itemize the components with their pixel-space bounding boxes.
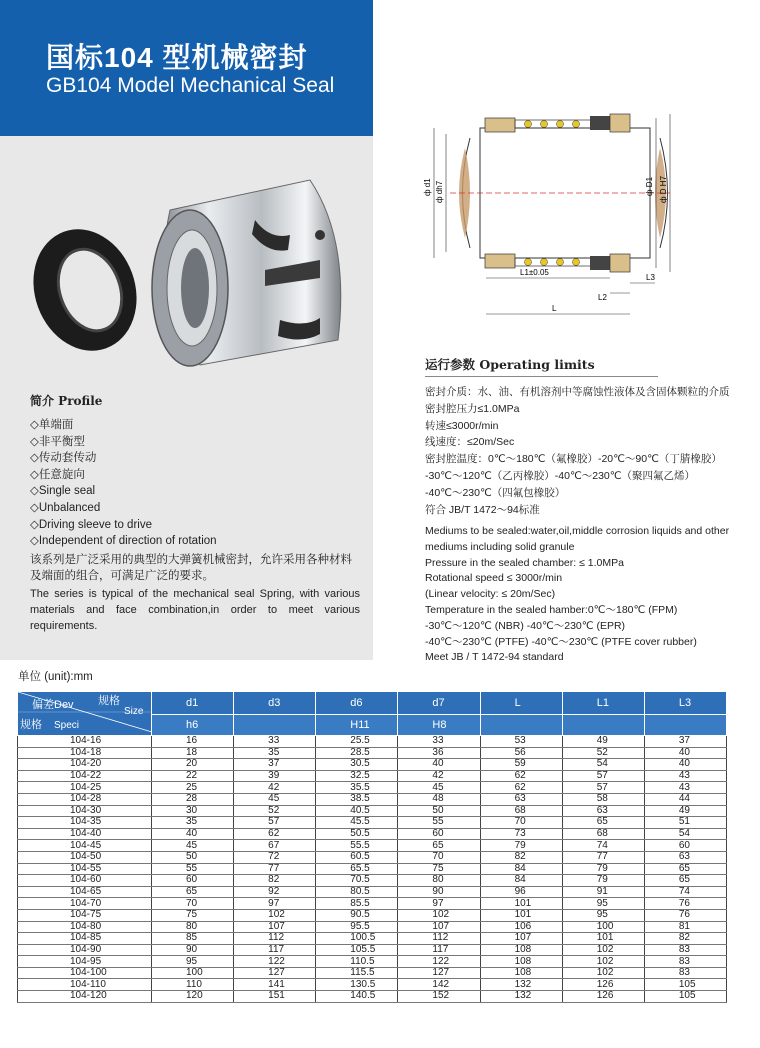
table-cell: 70 — [480, 817, 562, 829]
table-cell: 16 — [152, 736, 234, 748]
table-cell: 45 — [234, 793, 316, 805]
table-cell: 115.5 — [316, 967, 398, 979]
table-cell: 63 — [562, 805, 644, 817]
row-spec-cell: 104-75 — [18, 909, 152, 921]
table-cell: 54 — [562, 759, 644, 771]
table-cell: 42 — [398, 770, 480, 782]
operating-line-en: (Linear velocity: ≤ 20m/Sec) — [425, 588, 556, 601]
table-cell: 54 — [644, 828, 726, 840]
table-cell: 102 — [234, 909, 316, 921]
product-photo — [20, 150, 360, 380]
table-cell: 20 — [152, 759, 234, 771]
table-row — [18, 840, 727, 852]
table-cell: 30.5 — [316, 759, 398, 771]
row-spec-cell: 104-65 — [18, 886, 152, 898]
table-cell: 132 — [480, 991, 562, 1003]
table-cell: 96 — [480, 886, 562, 898]
label-L1: L1±0.05 — [520, 268, 549, 277]
table-cell: 85 — [152, 933, 234, 945]
row-spec-cell: 104-55 — [18, 863, 152, 875]
table-cell: 120 — [152, 991, 234, 1003]
table-cell: 75 — [152, 909, 234, 921]
tolerance-cell — [644, 715, 726, 736]
table-cell: 102 — [562, 944, 644, 956]
table-cell: 33 — [398, 736, 480, 748]
table-cell: 90 — [152, 944, 234, 956]
table-cell: 117 — [234, 944, 316, 956]
table-cell: 100 — [562, 921, 644, 933]
table-cell: 126 — [562, 979, 644, 991]
table-cell: 28.5 — [316, 747, 398, 759]
table-cell: 40.5 — [316, 805, 398, 817]
table-cell: 62 — [480, 782, 562, 794]
table-cell: 82 — [644, 933, 726, 945]
table-cell: 35 — [152, 817, 234, 829]
header-banner — [0, 0, 373, 136]
corner-size-cn: 规格 — [98, 695, 120, 707]
table-cell: 95.5 — [316, 921, 398, 933]
table-row — [18, 736, 727, 748]
table-cell: 126 — [562, 991, 644, 1003]
row-spec-cell: 104-22 — [18, 770, 152, 782]
operating-line-cn: 符合 JB/T 1472～94标准 — [425, 503, 540, 516]
profile-item: ◇单端面 — [30, 419, 74, 431]
table-cell: 140.5 — [316, 991, 398, 1003]
table-row — [18, 817, 727, 829]
table-cell: 68 — [562, 828, 644, 840]
table-cell: 45 — [398, 782, 480, 794]
table-cell: 44 — [644, 793, 726, 805]
table-cell: 95 — [562, 898, 644, 910]
table-cell: 74 — [644, 886, 726, 898]
table-cell: 65.5 — [316, 863, 398, 875]
table-cell: 83 — [644, 944, 726, 956]
table-cell: 74 — [562, 840, 644, 852]
label-L: L — [552, 304, 557, 313]
title-english: GB104 Model Mechanical Seal — [46, 74, 335, 97]
corner-spec-cn: 规格 — [20, 719, 42, 731]
tolerance-cell: H11 — [316, 715, 398, 736]
table-cell: 60 — [398, 828, 480, 840]
table-cell: 51 — [644, 817, 726, 829]
row-spec-cell: 104-18 — [18, 747, 152, 759]
table-body — [18, 736, 727, 1003]
operating-line-en: Rotational speed ≤ 3000r/min — [425, 572, 563, 585]
table-cell: 50 — [152, 851, 234, 863]
table-row — [18, 979, 727, 991]
table-row — [18, 782, 727, 794]
table-cell: 67 — [234, 840, 316, 852]
table-cell: 43 — [644, 782, 726, 794]
row-spec-cell: 104-60 — [18, 875, 152, 887]
table-cell: 45.5 — [316, 817, 398, 829]
table-cell: 55.5 — [316, 840, 398, 852]
table-cell: 75 — [398, 863, 480, 875]
row-spec-cell: 104-16 — [18, 736, 152, 748]
row-spec-cell: 104-90 — [18, 944, 152, 956]
table-cell: 45 — [152, 840, 234, 852]
table-cell: 91 — [562, 886, 644, 898]
table-cell: 100 — [152, 967, 234, 979]
operating-line-cn: -40℃～230℃（四氟包橡胶） — [425, 486, 566, 499]
table-cell: 28 — [152, 793, 234, 805]
table-cell: 48 — [398, 793, 480, 805]
profile-description-en: The series is typical of the mechanical seal Spring, with various materials and face combination,in order to meet various requirements. — [30, 588, 360, 632]
table-header-row — [18, 692, 727, 715]
table-cell: 35 — [234, 747, 316, 759]
operating-line-cn: 密封腔温度：0℃～180℃（氟橡胶）-20℃～90℃（丁腈橡胶） — [425, 453, 722, 466]
table-cell: 107 — [234, 921, 316, 933]
table-cell: 102 — [562, 967, 644, 979]
table-cell: 37 — [234, 759, 316, 771]
operating-line-cn: 转速≤3000r/min — [425, 419, 499, 432]
table-cell: 62 — [480, 770, 562, 782]
table-cell: 102 — [562, 956, 644, 968]
table-cell: 70.5 — [316, 875, 398, 887]
profile-item: ◇非平衡型 — [30, 435, 85, 448]
table-cell: 122 — [398, 956, 480, 968]
table-row — [18, 944, 727, 956]
label-L2: L2 — [598, 293, 607, 302]
table-row — [18, 898, 727, 910]
operating-title: 运行参数 Operating limits — [425, 357, 595, 372]
table-cell: 101 — [562, 933, 644, 945]
table-cell: 127 — [398, 967, 480, 979]
operating-line-cn: -30℃～120℃（乙丙橡胶）-40℃～230℃（聚四氟乙烯） — [425, 469, 696, 482]
table-cell: 76 — [644, 898, 726, 910]
table-cell: 108 — [480, 967, 562, 979]
table-cell: 92 — [234, 886, 316, 898]
table-cell: 57 — [234, 817, 316, 829]
table-cell: 56 — [480, 747, 562, 759]
table-cell: 85.5 — [316, 898, 398, 910]
table-cell: 102 — [398, 909, 480, 921]
table-cell: 95 — [152, 956, 234, 968]
row-spec-cell: 104-85 — [18, 933, 152, 945]
table-cell: 77 — [234, 863, 316, 875]
table-cell: 57 — [562, 782, 644, 794]
table-cell: 105 — [644, 979, 726, 991]
tolerance-cell — [562, 715, 644, 736]
table-cell: 101 — [480, 909, 562, 921]
table-cell: 122 — [234, 956, 316, 968]
table-cell: 83 — [644, 956, 726, 968]
row-spec-cell: 104-120 — [18, 991, 152, 1003]
operating-line-cn: 密封介质：水、油、有机溶剂中等腐蚀性液体及含固体颗粒的介质 — [425, 386, 730, 398]
table-cell: 33 — [234, 736, 316, 748]
table-cell: 55 — [398, 817, 480, 829]
row-spec-cell: 104-35 — [18, 817, 152, 829]
spec-table — [17, 691, 727, 1003]
table-cell: 50.5 — [316, 828, 398, 840]
table-cell: 80 — [152, 921, 234, 933]
table-cell: 70 — [398, 851, 480, 863]
table-cell: 63 — [480, 793, 562, 805]
column-header: d3 — [234, 692, 316, 715]
row-spec-cell: 104-100 — [18, 967, 152, 979]
profile-list — [30, 417, 217, 550]
row-spec-cell: 104-70 — [18, 898, 152, 910]
seal-body-icon — [152, 180, 341, 366]
table-cell: 18 — [152, 747, 234, 759]
table-row — [18, 875, 727, 887]
table-cell: 63 — [644, 851, 726, 863]
tolerance-cell — [480, 715, 562, 736]
tolerance-cell — [234, 715, 316, 736]
label-DH7: ф D H7 — [659, 175, 668, 203]
label-d1: ф d1 — [423, 178, 432, 196]
table-row — [18, 886, 727, 898]
table-cell: 38.5 — [316, 793, 398, 805]
table-cell: 110 — [152, 979, 234, 991]
table-row — [18, 956, 727, 968]
operating-line-en: -30℃～120℃ (NBR) -40℃～230℃ (EPR) — [425, 619, 626, 632]
label-dh7: ф dh7 — [435, 180, 444, 203]
table-cell: 68 — [480, 805, 562, 817]
table-cell: 105 — [644, 991, 726, 1003]
column-header: d7 — [398, 692, 480, 715]
table-cell: 97 — [234, 898, 316, 910]
row-spec-cell: 104-28 — [18, 793, 152, 805]
operating-list-cn — [425, 384, 755, 518]
row-spec-cell: 104-25 — [18, 782, 152, 794]
table-cell: 152 — [398, 991, 480, 1003]
table-cell: 142 — [398, 979, 480, 991]
table-cell: 82 — [234, 875, 316, 887]
table-cell: 80 — [398, 875, 480, 887]
table-row — [18, 967, 727, 979]
table-cell: 40 — [398, 759, 480, 771]
column-header: L1 — [562, 692, 644, 715]
corner-size-en: Size — [124, 706, 144, 717]
table-cell: 83 — [644, 967, 726, 979]
table-cell: 37 — [644, 736, 726, 748]
table-cell: 84 — [480, 875, 562, 887]
table-cell: 77 — [562, 851, 644, 863]
table-cell: 50 — [398, 805, 480, 817]
table-cell: 100.5 — [316, 933, 398, 945]
profile-item: ◇Independent of direction of rotation — [30, 535, 217, 548]
table-cell: 107 — [480, 933, 562, 945]
table-cell: 53 — [480, 736, 562, 748]
table-cell: 49 — [562, 736, 644, 748]
table-row — [18, 851, 727, 863]
table-cell: 65 — [398, 840, 480, 852]
label-L3: L3 — [646, 273, 655, 282]
table-cell: 127 — [234, 967, 316, 979]
profile-description-cn: 该系列是广泛采用的典型的大弹簧机械密封，允许采用各种材料及端面的组合，可满足广泛的要求。 — [30, 554, 352, 582]
operating-line-cn: 密封腔压力≤1.0MPa — [425, 402, 520, 415]
table-row — [18, 770, 727, 782]
row-spec-cell: 104-95 — [18, 956, 152, 968]
table-cell: 43 — [644, 770, 726, 782]
profile-title: 简介 Profile — [30, 394, 103, 408]
table-cell: 108 — [480, 944, 562, 956]
column-header: L3 — [644, 692, 726, 715]
corner-dev: 偏差Dev — [32, 699, 74, 711]
column-header: d6 — [316, 692, 398, 715]
table-cell: 36 — [398, 747, 480, 759]
table-row — [18, 909, 727, 921]
operating-line-en: Pressure in the sealed chamber: ≤ 1.0MPa — [425, 556, 624, 569]
table-cell: 132 — [480, 979, 562, 991]
table-cell: 52 — [234, 805, 316, 817]
table-cell: 95 — [562, 909, 644, 921]
table-cell: 65 — [152, 886, 234, 898]
table-cell: 22 — [152, 770, 234, 782]
table-row — [18, 759, 727, 771]
row-spec-cell: 104-45 — [18, 840, 152, 852]
row-spec-cell: 104-80 — [18, 921, 152, 933]
table-cell: 40 — [644, 759, 726, 771]
corner-spec-en: Speci — [54, 720, 80, 731]
table-cell: 105.5 — [316, 944, 398, 956]
table-cell: 76 — [644, 909, 726, 921]
row-spec-cell: 104-20 — [18, 759, 152, 771]
profile-item: ◇Unbalanced — [30, 501, 101, 514]
table-cell: 82 — [480, 851, 562, 863]
title-chinese: 国标104 型机械密封 — [46, 42, 308, 73]
table-cell: 55 — [152, 863, 234, 875]
table-row — [18, 933, 727, 945]
table-row — [18, 805, 727, 817]
tolerance-cell: H8 — [398, 715, 480, 736]
table-cell: 84 — [480, 863, 562, 875]
row-spec-cell: 104-30 — [18, 805, 152, 817]
table-cell: 110.5 — [316, 956, 398, 968]
row-spec-cell: 104-110 — [18, 979, 152, 991]
table-cell: 35.5 — [316, 782, 398, 794]
table-cell: 90.5 — [316, 909, 398, 921]
row-spec-cell: 104-50 — [18, 851, 152, 863]
operating-list-en — [425, 524, 755, 666]
table-cell: 107 — [398, 921, 480, 933]
profile-item: ◇Driving sleeve to drive — [30, 518, 152, 531]
table-cell: 79 — [562, 875, 644, 887]
table-cell: 72 — [234, 851, 316, 863]
column-header: L — [480, 692, 562, 715]
profile-item: ◇传动套传动 — [30, 452, 97, 465]
table-cell: 97 — [398, 898, 480, 910]
table-cell: 70 — [152, 898, 234, 910]
table-row — [18, 793, 727, 805]
table-cell: 59 — [480, 759, 562, 771]
operating-line-cn: 线速度：≤20m/Sec — [425, 436, 515, 449]
table-cell: 130.5 — [316, 979, 398, 991]
table-cell: 49 — [644, 805, 726, 817]
table-cell: 58 — [562, 793, 644, 805]
table-cell: 65 — [562, 817, 644, 829]
table-cell: 40 — [152, 828, 234, 840]
table-cell: 25.5 — [316, 736, 398, 748]
operating-line-en: -40℃～230℃ (PTFE) -40℃～230℃ (PTFE cover rubber) — [425, 635, 697, 648]
profile-item: ◇任意旋向 — [30, 468, 85, 481]
table-cell: 79 — [562, 863, 644, 875]
corner-header — [18, 692, 152, 736]
table-cell: 112 — [398, 933, 480, 945]
profile-item: ◇Single seal — [30, 485, 96, 498]
table-cell: 65 — [644, 863, 726, 875]
table-cell: 32.5 — [316, 770, 398, 782]
table-row — [18, 921, 727, 933]
seal-ring-icon — [20, 215, 153, 366]
table-cell: 106 — [480, 921, 562, 933]
table-cell: 42 — [234, 782, 316, 794]
row-spec-cell: 104-40 — [18, 828, 152, 840]
table-cell: 40 — [644, 747, 726, 759]
tolerance-cell: h6 — [152, 715, 234, 736]
table-cell: 30 — [152, 805, 234, 817]
operating-divider — [425, 376, 658, 377]
operating-line-en: Meet JB / T 1472-94 standard — [425, 651, 564, 664]
column-header: d1 — [152, 692, 234, 715]
operating-line-en: Temperature in the sealed hamber:0℃～180℃ (FPM) — [425, 603, 678, 616]
operating-line-en: mediums including solid granule — [425, 540, 575, 553]
table-cell: 79 — [480, 840, 562, 852]
label-D1: ф D1 — [645, 176, 654, 196]
table-cell: 52 — [562, 747, 644, 759]
table-cell: 80.5 — [316, 886, 398, 898]
table-cell: 101 — [480, 898, 562, 910]
table-row — [18, 828, 727, 840]
table-row — [18, 991, 727, 1003]
unit-label: 单位 (unit):mm — [18, 671, 93, 683]
table-row — [18, 863, 727, 875]
table-cell: 39 — [234, 770, 316, 782]
table-cell: 62 — [234, 828, 316, 840]
table-cell: 141 — [234, 979, 316, 991]
table-row — [18, 747, 727, 759]
table-cell: 151 — [234, 991, 316, 1003]
table-cell: 90 — [398, 886, 480, 898]
operating-line-en: Mediums to be sealed:water,oil,middle corrosion liquids and other — [425, 525, 730, 537]
table-cell: 112 — [234, 933, 316, 945]
table-cell: 73 — [480, 828, 562, 840]
table-cell: 60 — [644, 840, 726, 852]
table-cell: 57 — [562, 770, 644, 782]
technical-drawing — [420, 108, 680, 328]
table-cell: 108 — [480, 956, 562, 968]
table-cell: 117 — [398, 944, 480, 956]
table-cell: 65 — [644, 875, 726, 887]
table-cell: 25 — [152, 782, 234, 794]
table-cell: 60.5 — [316, 851, 398, 863]
table-cell: 81 — [644, 921, 726, 933]
table-cell: 60 — [152, 875, 234, 887]
